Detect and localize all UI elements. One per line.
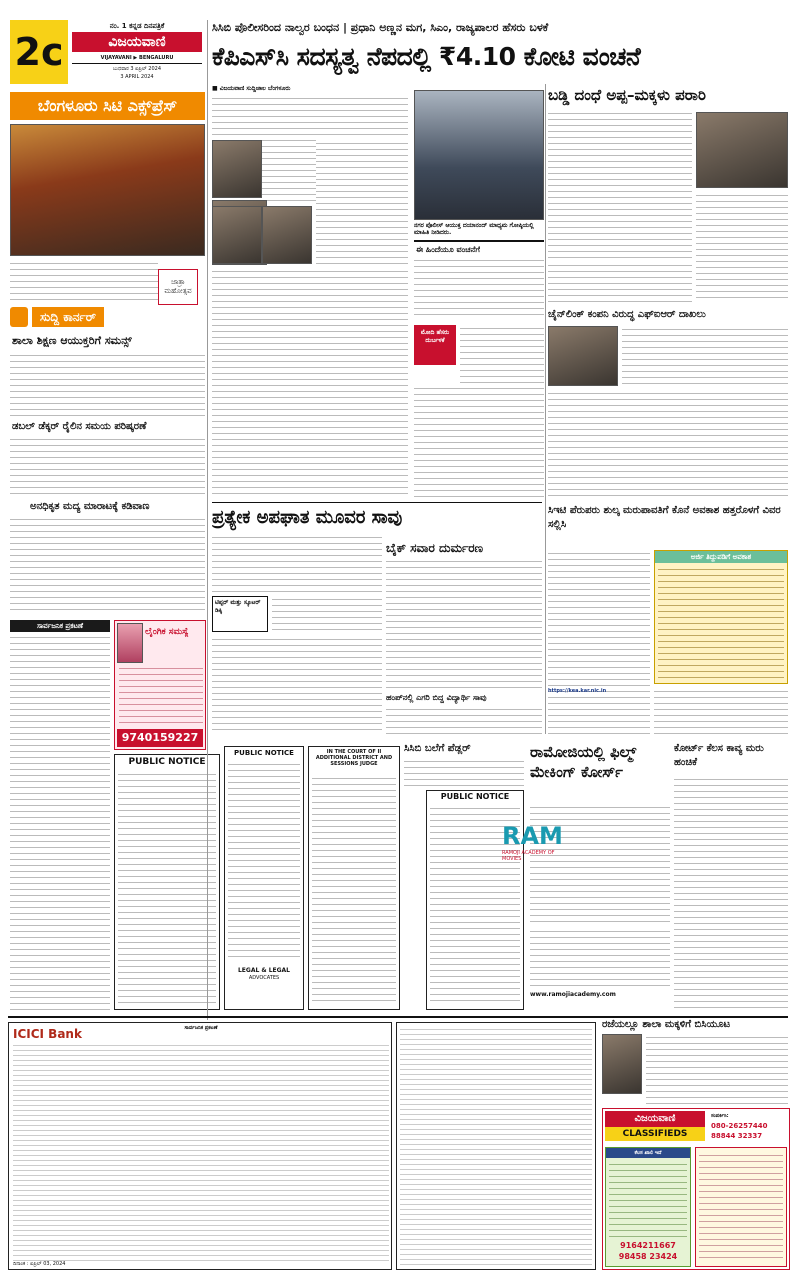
court-notice-title: IN THE COURT OF II ADDITIONAL DISTRICT AND SESSIONS JUDGE	[315, 749, 393, 767]
corner-icon	[10, 307, 28, 327]
classifieds-ad	[602, 1108, 790, 1270]
classifieds-head: ಸಾರ್ವಜನಿಕ ಪ್ರಕಟಣೆ	[10, 620, 110, 632]
classifieds-contact-nums: 080-26257440 88844 32337	[711, 1122, 768, 1140]
side-story-body-2	[696, 192, 788, 302]
jobs-box	[605, 1147, 691, 1267]
kea-url[interactable]: https://kea.kar.nic.in	[548, 688, 607, 694]
corner-item-3-body	[10, 516, 205, 612]
lead-headline: ಕೆಪಿಎಸ್‌ಸಿ ಸದಸ್ಯತ್ವ ನೆಪದಲ್ಲಿ ₹4.10 ಕೋಟಿ ವಂಚನೆ	[212, 42, 641, 71]
public-notice-2	[224, 746, 304, 1010]
accident-body-4	[212, 636, 382, 734]
accident-body-3	[272, 596, 382, 632]
ccb-headline: ಸಿಸಿಬಿ ಬಲೆಗೆ ಪೆಡ್ಲರ್	[404, 743, 471, 754]
newspaper-logo: ವಿಜಯವಾಣಿ	[72, 32, 202, 52]
corner-item-2-title: ಡಬಲ್ ಡೆಕ್ಕರ್ ರೈಲಿನ ಸಮಯ ಪರಿಷ್ಕರಣೆ	[12, 421, 147, 432]
corner-title: ಸುದ್ದಿ ಕಾರ್ನರ್	[32, 307, 104, 327]
jobs-title: ಕೆಲಸ ಖಾಲಿ ಇದೆ	[606, 1148, 690, 1158]
cet-body	[548, 550, 650, 734]
moneylender-photo-1	[696, 112, 788, 188]
price: 2c	[10, 20, 68, 84]
photo-tag: ಜಾತ್ರಾ ಮಹೋತ್ಸವ	[158, 269, 198, 305]
notice-1-title: PUBLIC NOTICE	[128, 757, 206, 767]
accident-headline: ಪ್ರತ್ಯೇಕ ಅಪಘಾತ ಮೂವರ ಸಾವು	[212, 507, 403, 528]
icici-logo: ICICI Bank	[13, 1027, 82, 1041]
hindu-box	[414, 240, 544, 320]
legal-sub: ADVOCATES	[248, 975, 280, 981]
school-meal-photo	[602, 1034, 642, 1094]
classifieds-contact: ಸಂಪರ್ಕಿಸಿ:	[711, 1113, 729, 1119]
company-body	[622, 326, 788, 386]
health-ad-phone: 9740159227	[117, 729, 203, 747]
ram-logo-sub: RAMOJI ACADEMY OF MOVIES	[502, 850, 555, 862]
accused-photo-b	[212, 206, 262, 264]
accused-photo-a	[212, 140, 262, 198]
date-kn: ಬುಧವಾರ 3 ಏಪ್ರಿಲ್ 2024	[112, 66, 161, 72]
accident-body-2	[386, 558, 542, 690]
health-ad-title: ಲೈಂಗಿಕ ಸಮಸ್ಯೆ	[145, 627, 189, 637]
lead-body-col3	[414, 385, 544, 497]
school-meal-headline: ರಜೆಯಲ್ಲೂ ಶಾಲಾ ಮಕ್ಕಳಿಗೆ ಬಿಸಿಯೂಟ	[602, 1019, 731, 1030]
bank-notice	[396, 1022, 596, 1270]
news-corner-banner	[10, 305, 205, 329]
cet-box-title: ಅರ್ಜಿ ತಿದ್ದುಪಡಿಗೆ ಅವಕಾಶ	[655, 551, 787, 563]
corner-item-1-title: ಶಾಲಾ ಶಿಕ್ಷಣ ಆಯುಕ್ತರಿಗೆ ಸಮನ್ಸ್	[12, 334, 132, 347]
cet-headline-text: ಸಿಇಟಿ ಪೆರುಪರು ಶುಲ್ಕ ಮರುಪಾವತಿಗೆ ಕೊನೆ ಅವಕಾಶ ಹತ್ತರೊಳಗೆ ವಿವರ ಸಲ್ಲಿಸಿ	[548, 505, 781, 530]
cet-body-2	[654, 688, 788, 734]
edition: VIJAYAVANI ▶ BENGALURU	[100, 55, 174, 61]
masthead-tag: ನಂ. 1 ಕನ್ನಡ ದಿನಪತ್ರಿಕೆ	[109, 22, 165, 30]
film-course-headline: ರಾಮೋಜಿಯಲ್ಲಿ ಫಿಲ್ಮ್ ಮೇಕಿಂಗ್ ಕೋರ್ಸ್	[530, 743, 637, 781]
accident-body-5	[386, 706, 542, 734]
modi-label: ಮೋದಿ ಹೆಸರು ದುರ್ಬಳಕೆ	[420, 329, 450, 344]
court-body	[674, 776, 788, 1012]
icici-notice	[8, 1022, 392, 1270]
icici-date: ದಿನಾಂಕ : ಏಪ್ರಿಲ್ 03, 2024	[13, 1261, 213, 1267]
police-commissioner-photo	[414, 90, 544, 220]
lead-photo-caption: ನಗರ ಪೊಲೀಸ್ ಆಯುಕ್ತ ದಯಾನಂದ್ ಮಾಧ್ಯಮ ಗೋಷ್ಠಿಯಲ್ಲಿ ಮಾಹಿತಿ ನೀಡಿದರು.	[414, 222, 534, 236]
date-en: 3 APRIL 2024	[120, 74, 154, 80]
school-meal-body	[646, 1034, 788, 1104]
city-banner: ಬೆಂಗಳೂರು ಸಿಟಿ ಎಕ್ಸ್‌ಪ್ರೆಸ್	[10, 92, 205, 120]
ccb-body	[404, 758, 524, 788]
ram-logo: RAM	[502, 822, 563, 850]
corner-item-2-body	[10, 436, 205, 496]
health-ad-image	[117, 623, 143, 663]
corner-item-1-body	[10, 352, 205, 416]
accident-sub3: ಹಂಪ್‌ನಲ್ಲಿ ಎಗರಿ ಬಿದ್ದ ವಿದ್ಯಾರ್ಥಿ ಸಾವು	[386, 693, 487, 702]
icici-head: ಸಾರ್ವಜನಿಕ ಪ್ರಕಟಣೆ	[184, 1025, 218, 1031]
masthead	[10, 20, 205, 92]
cet-headline	[548, 504, 788, 548]
side-story-body	[548, 110, 692, 260]
lead-body-main	[212, 268, 408, 498]
hindu-box-title: ಈ ಹಿಂದೆಯೂ ವಂಚನೆಗೆ	[416, 245, 481, 254]
corner-item-3-title: ಅನಧಿಕೃತ ಮದ್ಯ ಮಾರಾಟಕ್ಕೆ ಕಡಿವಾಣ	[30, 501, 150, 512]
accused-photo-c	[262, 206, 312, 264]
side-story-body-3	[548, 262, 692, 302]
classifieds-logo: ವಿಜಯವಾಣಿ	[605, 1111, 705, 1127]
classifieds-label: CLASSIFIEDS	[605, 1127, 705, 1141]
company-photo	[548, 326, 618, 386]
public-notice-1	[114, 754, 220, 1010]
film-course	[502, 742, 670, 1012]
court-notice	[308, 746, 400, 1010]
jobs-phone: 9164211667 98458 23424	[618, 1241, 678, 1261]
court-headline: ಕೋರ್ಟ್ ಕೆಲಸ ಕಾವ್ಯ ಮರು ಹಂಚಿಕೆ	[674, 743, 764, 768]
classifieds-body	[10, 634, 110, 1010]
notice-2-title: PUBLIC NOTICE	[234, 749, 294, 757]
lead-kicker: ಸಿಸಿಬಿ ಪೊಲೀಸರಿಂದ ನಾಲ್ವರ ಬಂಧನ | ಪ್ರಧಾನಿ ಅಣ್ಣನ ಮಗ, ಸಿಎಂ, ರಾಜ್ಯಪಾಲರ ಹೆಸರು ಬಳಕೆ	[212, 21, 549, 34]
notice-4-title: PUBLIC NOTICE	[440, 792, 510, 801]
side-story-headline: ಬಡ್ಡಿ ದಂಧೆ ಅಪ್ಪ–ಮಕ್ಕಳು ಪರಾರಿ	[548, 86, 706, 104]
lead-byline: ■ ವಿಜಯವಾಣಿ ಸುದ್ದಿಜಾಲ ಬೆಂಗಳೂರು	[212, 85, 291, 92]
side-story-sub: ಚೈನ್‌ಲಿಂಕ್ ಕಂಪನಿ ವಿರುದ್ಧ ಎಫ್‌ಐಆರ್ ದಾಖಲು	[548, 309, 706, 320]
cet-box	[654, 550, 788, 684]
festival-photo	[10, 124, 205, 295]
ram-url[interactable]: www.ramojiacademy.com	[530, 991, 616, 998]
tipper-label	[212, 596, 268, 632]
health-ad	[114, 620, 206, 750]
modi-label-box	[414, 325, 456, 365]
lead-body-col2	[316, 140, 408, 265]
photo-caption	[10, 260, 158, 300]
company-body-2	[548, 390, 788, 498]
misc-classified	[695, 1147, 787, 1267]
tipper-label-text: ಟಿಪ್ಪರ್ ಮತ್ತು ಸ್ಕೂಟರ್ ಡಿಕ್ಕಿ	[215, 599, 261, 614]
accident-body-1	[212, 534, 382, 594]
modi-body	[460, 325, 544, 385]
accident-sub1: ಬೈಕ್ ಸವಾರ ದುರ್ಮರಣ	[386, 541, 484, 555]
legal-name: LEGAL & LEGAL	[237, 967, 291, 974]
